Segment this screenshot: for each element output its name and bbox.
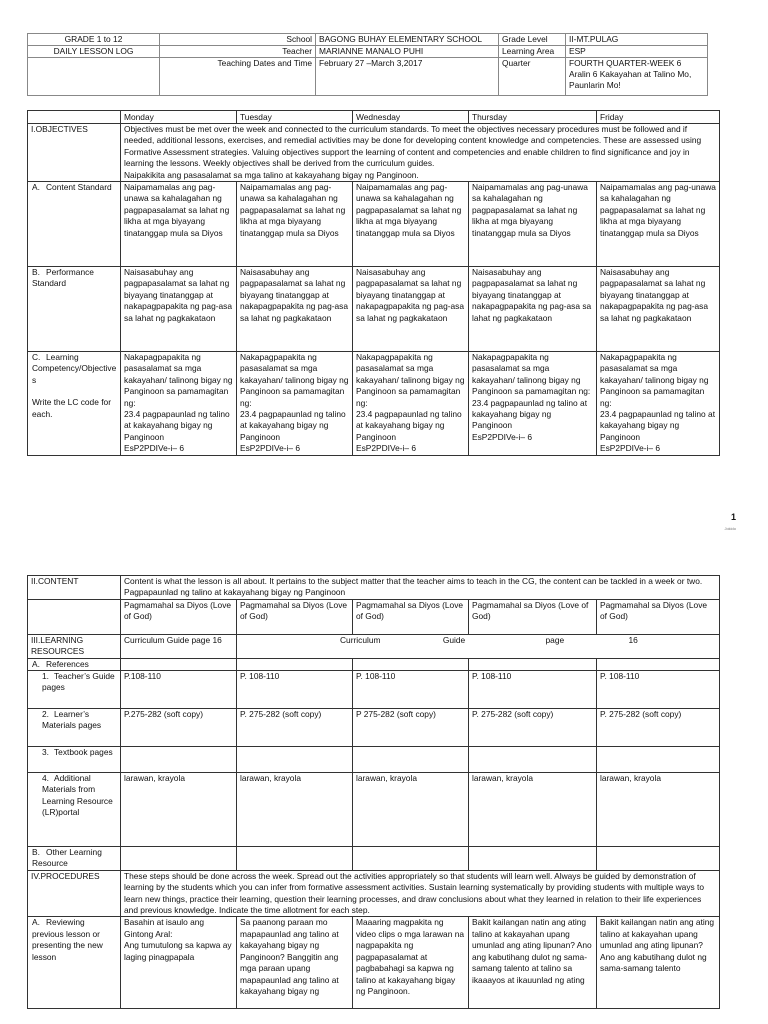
- competency-thursday: Nakapagpapakita ng pasasalamat sa mga kakayahan/ talinong bigay ng Panginoon sa pamamagitan ng: 23.4 pagpapaunlad ng talino at kakayahang bigay ng Panginoon EsP2PDIVe-i– 6: [469, 352, 597, 456]
- learner-materials-monday: P.275-282 (soft copy): [121, 709, 237, 747]
- performance-standard-label: B. Performance Standard: [28, 267, 121, 352]
- content-tuesday: Pagmamahal sa Diyos (Love of God): [237, 599, 353, 634]
- content-thursday: Pagmamahal sa Diyos (Love of God): [469, 599, 597, 634]
- dates-label: Teaching Dates and Time: [160, 58, 316, 96]
- teacher-guide-tuesday: P. 108-110: [237, 671, 353, 709]
- resources-label: III.LEARNING RESOURCES: [28, 634, 121, 658]
- objectives-description: Objectives must be met over the week and connected to the curriculum standards. To meet the objectives necessary procedures must be followed and if needed, additional lessons, exercises, and remedial activities may be done for developing content knowledge and competencies. These are assessed using Formative Assessment strategies. Valuing objectives support the learning of content and competencies and enable children to find significance and joy in learning the lessons. Weekly objectives shall be derived from the curriculum guides.: [124, 124, 702, 169]
- additional-materials-monday: larawan, krayola: [121, 773, 237, 847]
- performance-standard-monday: Naisasabuhay ang pagpapasalamat sa lahat ng biyayang tinatanggap at nakapagpapakita ng pag-asa sa lahat ng pagkakataon: [121, 267, 237, 352]
- content-friday: Pagmamahal sa Diyos (Love of God): [597, 599, 720, 634]
- objectives-table: [27, 110, 720, 456]
- objectives-label: I.OBJECTIVES: [28, 124, 121, 182]
- content-standard-label: A. Content Standard: [28, 182, 121, 267]
- review-friday: Bakit kailangan natin ang ating talino at kakayahan upang umunlad ang ating lipunan? Ano ang kabutihang dulot ng sama-samang talento: [597, 917, 720, 1009]
- additional-materials-label: 4. Additional Materials from Learning Resource (LR)portal: [28, 773, 121, 847]
- learner-materials-tuesday: P. 275-282 (soft copy): [237, 709, 353, 747]
- learner-materials-thursday: P. 275-282 (soft copy): [469, 709, 597, 747]
- lc-code: EsP2PDIVe-i– 6: [356, 443, 417, 454]
- grade-level-value: II-MT.PULAG: [566, 34, 708, 46]
- other-resource-label: B. Other Learning Resource: [28, 847, 121, 871]
- additional-materials-tuesday: larawan, krayola: [237, 773, 353, 847]
- log-label: DAILY LESSON LOG: [28, 46, 160, 58]
- review-label: A. Reviewing previous lesson or presenting the new lesson: [28, 917, 121, 1009]
- teacher-guide-thursday: P. 108-110: [469, 671, 597, 709]
- additional-materials-thursday: larawan, krayola: [469, 773, 597, 847]
- content-standard-thursday: Naipamamalas ang pag-unawa sa kahalagahan ng pagpapasalamat sa lahat ng likha at mga biyayang tinatanggap mula sa Diyos: [469, 182, 597, 267]
- learner-materials-wednesday: P 275-282 (soft copy): [353, 709, 469, 747]
- content-description: Content is what the lesson is all about. It pertains to the subject matter that the teacher aims to teach in the CG, the content can be tackled in a week or two.: [124, 576, 703, 586]
- content-label: II.CONTENT: [28, 576, 121, 600]
- objectives-text: [121, 124, 720, 182]
- additional-materials-friday: larawan, krayola: [597, 773, 720, 847]
- teacher-guide-monday: P.108-110: [121, 671, 237, 709]
- teacher-guide-label: 1. Teacher’s Guide pages: [28, 671, 121, 709]
- content-text: [121, 576, 720, 600]
- lc-code-note: Write the LC code for each.: [32, 397, 111, 419]
- quarter-text: FOURTH QUARTER-WEEK 6: [569, 58, 682, 68]
- teacher-value: MARIANNE MANALO PUHI: [316, 46, 499, 58]
- objectives-note: Naipakikita ang pasasalamat sa mga talino at kakayahang bigay ng Panginoon.: [124, 169, 419, 180]
- competency-friday: Nakapagpapakita ng pasasalamat sa mga kakayahan/ talinong bigay ng Panginoon sa pamamagitan ng: 23.4 pagpapaunlad ng talino at kakayahang bigay ng Panginoon EsP2PDIVe-i– 6: [597, 352, 720, 456]
- day-header-monday: Monday: [121, 111, 237, 124]
- review-monday: Basahin at isaulo ang Gintong Aral: Ang tumutulong sa kapwa ay laging pinagpapala: [121, 917, 237, 1009]
- resources-rest: Curriculum Guide page 16: [237, 634, 720, 658]
- content-monday: Pagmamahal sa Diyos (Love of God): [121, 599, 237, 634]
- review-tuesday: Sa paanong paraan mo mapapaunlad ang talino at kakayahang bigay ng Panginoon? Banggitin ang mga paraan upang mapapaunlad ang talino at kakayahang bigay ng: [237, 917, 353, 1009]
- content-standard-monday: Naipamamalas ang pag-unawa sa kahalagahan ng pagpapasalamat sa lahat ng likha at mga biyayang tinatanggap mula sa Diyos: [121, 182, 237, 267]
- teacher-guide-wednesday: P. 108-110: [353, 671, 469, 709]
- learning-area-value: ESP: [566, 46, 708, 58]
- performance-standard-tuesday: Naisasabuhay ang pagpapasalamat sa lahat ng biyayang tinatanggap at nakapagpapakita ng pag-asa sa lahat ng pagkakataon: [237, 267, 353, 352]
- teacher-label: Teacher: [160, 46, 316, 58]
- dates-value: February 27 –March 3,2017: [316, 58, 499, 96]
- performance-standard-thursday: Naisasabuhay ang pagpapasalamat sa lahat ng biyayang tinatanggap at nakapagpapakita ng pag-asa sa lahat ng pagkakataon: [469, 267, 597, 352]
- content-note: Pagpapaunlad ng talino at kakayahang bigay ng Panginoon: [124, 587, 346, 598]
- teacher-guide-friday: P. 108-110: [597, 671, 720, 709]
- learner-materials-friday: P. 275-282 (soft copy): [597, 709, 720, 747]
- competency-wednesday: Nakapagpapakita ng pasasalamat sa mga kakayahan/ talinong bigay ng Panginoon sa pamamagitan ng: 23.4 pagpapaunlad ng talino at kakayahang bigay ng Panginoon EsP2PDIVe-i– 6: [353, 352, 469, 456]
- day-header-tuesday: Tuesday: [237, 111, 353, 124]
- quarter-lesson: Aralin 6 Kakayahan at Talino Mo, Paunlarin Mo!: [569, 69, 692, 90]
- day-header-friday: Friday: [597, 111, 720, 124]
- competency-label: C. Learning Competency/Objectives Write the LC code for each.: [28, 352, 121, 456]
- header-table: [27, 33, 708, 96]
- content-wednesday: Pagmamahal sa Diyos (Love of God): [353, 599, 469, 634]
- resources-monday: Curriculum Guide page 16: [121, 634, 237, 658]
- school-label: School: [160, 34, 316, 46]
- content-table: [27, 575, 720, 1009]
- lc-code: EsP2PDIVe-i– 6: [472, 431, 533, 442]
- competency-tuesday: Nakapagpapakita ng pasasalamat sa mga kakayahan/ talinong bigay ng Panginoon sa pamamagitan ng: 23.4 pagpapaunlad ng talino at kakayahang bigay ng Panginoon EsP2PDIVe-i– 6: [237, 352, 353, 456]
- review-thursday: Bakit kailangan natin ang ating talino at kakayahan upang umunlad ang ating lipunan? Ano ang kabutihang dulot ng sama-samang talento at talino sa ikaaayos at ikauunlad ng ating: [469, 917, 597, 1009]
- textbook-label: 3. Textbook pages: [28, 747, 121, 773]
- lc-code: EsP2PDIVe-i– 6: [124, 443, 185, 454]
- content-standard-wednesday: Naipamamalas ang pag-unawa sa kahalagahan ng pagpapasalamat sa lahat ng likha at mga biyayang tinatanggap mula sa Diyos: [353, 182, 469, 267]
- procedures-label: IV.PROCEDURES: [28, 870, 121, 917]
- additional-materials-wednesday: larawan, krayola: [353, 773, 469, 847]
- performance-standard-wednesday: Naisasabuhay ang pagpapasalamat sa lahat ng biyayang tinatanggap at nakapagpapakita ng pag-asa sa lahat ng pagkakataon: [353, 267, 469, 352]
- lc-code: EsP2PDIVe-i– 6: [240, 443, 301, 454]
- quarter-label: Quarter: [499, 58, 566, 96]
- lc-code: EsP2PDIVe-i– 6: [600, 443, 661, 454]
- performance-standard-friday: Naisasabuhay ang pagpapasalamat sa lahat ng biyayang tinatanggap at nakapagpapakita ng pag-asa sa lahat ng pagkakataon: [597, 267, 720, 352]
- school-value: BAGONG BUHAY ELEMENTARY SCHOOL: [316, 34, 499, 46]
- content-standard-friday: Naipamamalas ang pag-unawa sa kahalagahan ng pagpapasalamat sa lahat ng likha at mga biyayang tinatanggap mula sa Diyos: [597, 182, 720, 267]
- page-footer-mark: Jokido: [724, 526, 736, 531]
- quarter-value: [566, 58, 708, 96]
- references-label: A. References: [28, 658, 121, 670]
- page-number: 1: [730, 512, 736, 522]
- day-header-wednesday: Wednesday: [353, 111, 469, 124]
- grade-level-label: Grade Level: [499, 34, 566, 46]
- day-header-thursday: Thursday: [469, 111, 597, 124]
- content-standard-tuesday: Naipamamalas ang pag-unawa sa kahalagahan ng pagpapasalamat sa lahat ng likha at mga biyayang tinatanggap mula sa Diyos: [237, 182, 353, 267]
- competency-monday: Nakapagpapakita ng pasasalamat sa mga kakayahan/ talinong bigay ng Panginoon sa pamamagitan ng: 23.4 pagpapaunlad ng talino at kakayahang bigay ng Panginoon EsP2PDIVe-i– 6: [121, 352, 237, 456]
- grade-label: GRADE 1 to 12: [28, 34, 160, 46]
- procedures-text: These steps should be done across the week. Spread out the activities appropriately so that students will learn well. Always be guided by demonstration of learning by the students which you can infer from formative assessment activities. Sustain learning systematically by providing students with multiple ways to learn new things, practice their learning, question their learning processes, and draw conclusions about what they learned in relation to their life experiences and previous knowledge. Indicate the time allotment for each step.: [121, 870, 720, 917]
- learner-materials-label: 2. Learner’s Materials pages: [28, 709, 121, 747]
- learning-area-label: Learning Area: [499, 46, 566, 58]
- review-wednesday: Maaaring magpakita ng video clips o mga larawan na nagpapakita ng pagpapasalamat at pagbabahagi sa kapwa ng talino at kakayahang bigay ng Panginoon.: [353, 917, 469, 1009]
